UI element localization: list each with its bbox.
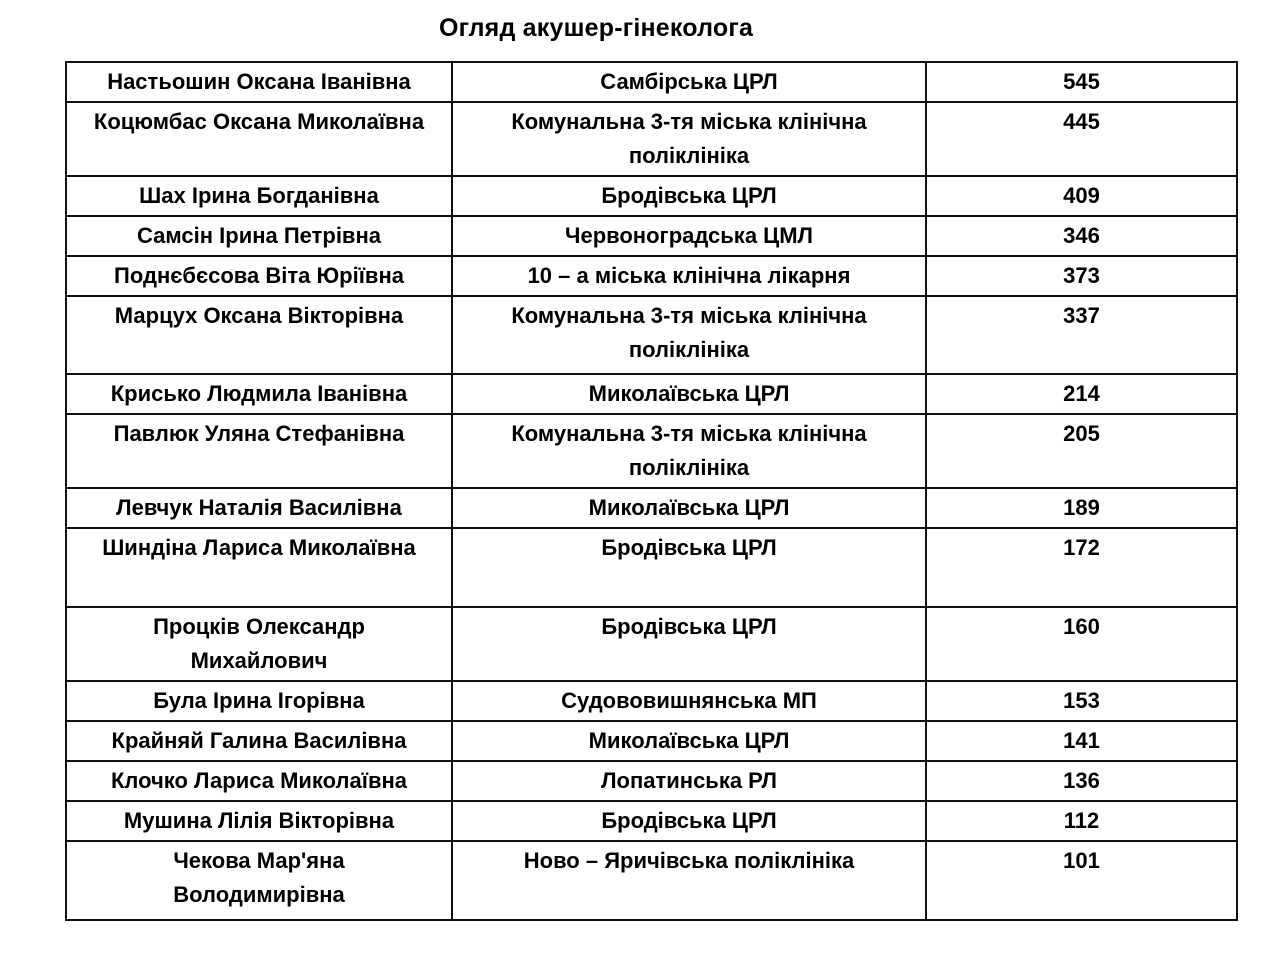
doctor-name-cell: Крисько Людмила Іванівна [66,374,452,414]
table-row [66,801,1237,841]
count-cell: 112 [926,801,1237,841]
count-cell: 160 [926,607,1237,681]
facility-cell: Бродівська ЦРЛ [452,801,926,841]
count-cell: 101 [926,841,1237,920]
table-row [66,102,1237,176]
doctor-name-cell: Була Ірина Ігорівна [66,681,452,721]
table-row [66,296,1237,374]
table-row [66,62,1237,102]
count-cell: 189 [926,488,1237,528]
table-row [66,761,1237,801]
facility-cell: Лопатинська РЛ [452,761,926,801]
doctor-name-cell: Крайняй Галина Василівна [66,721,452,761]
facility-cell: Комунальна 3-тя міська клінічна поліклініка [452,414,926,488]
facility-cell: Комунальна 3-тя міська клінічна поліклініка [452,102,926,176]
doctor-name-cell: Клочко Лариса Миколаївна [66,761,452,801]
count-cell: 373 [926,256,1237,296]
table-row [66,176,1237,216]
count-cell: 205 [926,414,1237,488]
facility-cell: Миколаївська ЦРЛ [452,488,926,528]
doctor-name-cell: Поднєбєсова Віта Юріївна [66,256,452,296]
doctor-name-cell: Марцух Оксана Вікторівна [66,296,452,374]
doctor-name-cell: Мушина Лілія Вікторівна [66,801,452,841]
doctor-name-cell: Павлюк Уляна Стефанівна [66,414,452,488]
count-cell: 136 [926,761,1237,801]
table-row [66,607,1237,681]
count-cell: 346 [926,216,1237,256]
doctor-name-cell: Коцюмбас Оксана Миколаївна [66,102,452,176]
facility-cell: Ново – Яричівська поліклініка [452,841,926,920]
table-row [66,721,1237,761]
facility-cell: Комунальна 3-тя міська клінічна поліклініка [452,296,926,374]
facility-cell: Червоноградська ЦМЛ [452,216,926,256]
doctor-name-cell: Процків Олександр Михайлович [66,607,452,681]
examinations-table [65,61,1238,921]
doctor-name-cell: Левчук Наталія Василівна [66,488,452,528]
count-cell: 409 [926,176,1237,216]
count-cell: 141 [926,721,1237,761]
facility-cell: 10 – а міська клінічна лікарня [452,256,926,296]
table-row [66,414,1237,488]
doctor-name-cell: Шах Ірина Богданівна [66,176,452,216]
facility-cell: Миколаївська ЦРЛ [452,721,926,761]
facility-cell: Судововишнянська МП [452,681,926,721]
count-cell: 445 [926,102,1237,176]
table-row [66,528,1237,607]
count-cell: 172 [926,528,1237,607]
table-row [66,488,1237,528]
facility-cell: Бродівська ЦРЛ [452,607,926,681]
table-row [66,681,1237,721]
table-row [66,841,1237,920]
facility-cell: Бродівська ЦРЛ [452,176,926,216]
page-title: Огляд акушер-гінеколога [438,14,754,42]
count-cell: 153 [926,681,1237,721]
doctor-name-cell: Шиндіна Лариса Миколаївна [66,528,452,607]
table-row [66,256,1237,296]
doctor-name-cell: Чекова Мар'яна Володимирівна [66,841,452,920]
table-row [66,374,1237,414]
facility-cell: Бродівська ЦРЛ [452,528,926,607]
doctor-name-cell: Самсін Ірина Петрівна [66,216,452,256]
doctor-name-cell: Настьошин Оксана Іванівна [66,62,452,102]
count-cell: 214 [926,374,1237,414]
facility-cell: Миколаївська ЦРЛ [452,374,926,414]
count-cell: 337 [926,296,1237,374]
count-cell: 545 [926,62,1237,102]
table-row [66,216,1237,256]
facility-cell: Самбірська ЦРЛ [452,62,926,102]
